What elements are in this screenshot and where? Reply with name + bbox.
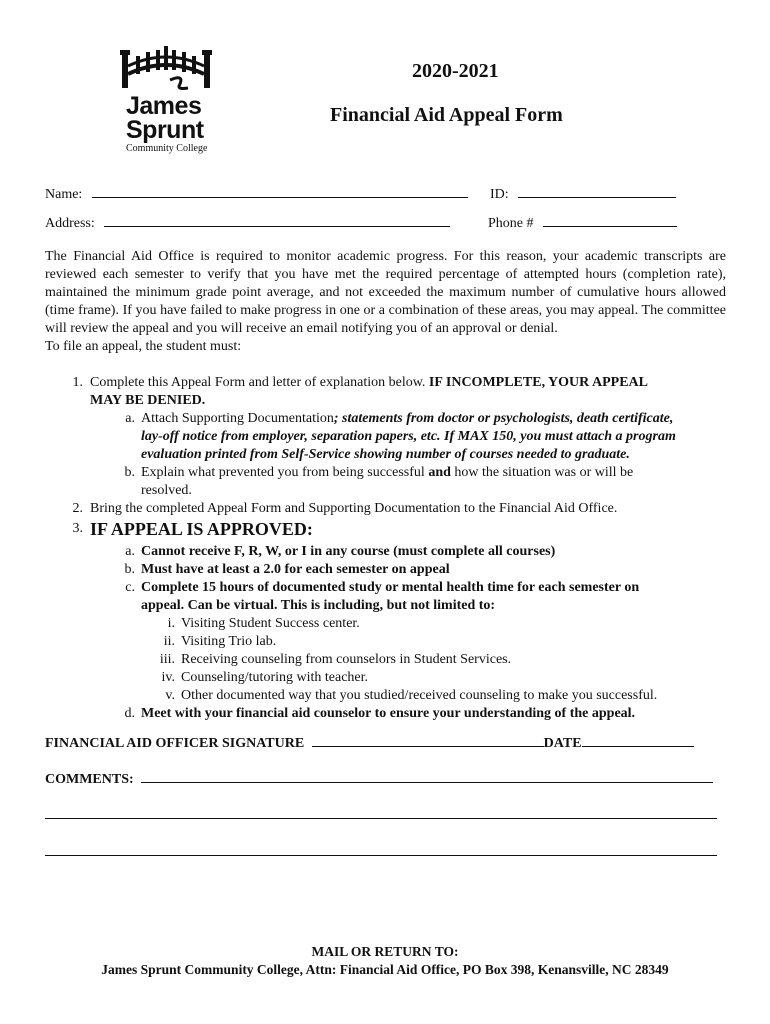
step-1a-text: Attach Supporting Documentation [141,411,334,426]
step-3c-iii-numeral: iii. [159,652,175,667]
step-1b-text-3: resolved. [141,483,192,498]
phone-input-line[interactable] [543,213,677,227]
officer-signature-label: FINANCIAL AID OFFICER SIGNATURE [45,736,305,751]
form-title: Financial Aid Appeal Form [330,104,563,126]
step-2-text: Bring the completed Appeal Form and Supporting Documentation to the Financial Aid Office. [90,501,618,516]
step-3c-v [45,687,745,705]
step-1a-detail-3: evaluation printed from Self-Service showing number of courses needed to graduate. [141,447,630,462]
appeal-steps-list [45,374,745,723]
step-2-number: 2. [72,501,83,516]
step-1-number: 1. [72,375,83,390]
step-3c-v-text: Other documented way that you studied/received counseling to make you successful. [181,688,658,703]
intro-text: The Financial Aid Office is required to monitor academic progress. For this reason, your academic transcripts are reviewed each semester to verify that you have met the required percentage of attempted hours (completion rate), maintained the minimum grade point average, and not exceeded the maximum number of cumulative hours allowed (time frame). If you have failed to make progress in one or a combination of these areas, you may appeal. The committee will review the appeal and you will receive an email notifying you of an approval or denial. [45,249,726,336]
college-logo [118,44,218,156]
step-1a [45,410,745,464]
step-1 [45,374,745,410]
step-3b-text: Must have at least a 2.0 for each semester on appeal [141,562,450,577]
step-3b-letter: b. [124,562,135,577]
comments-line-1[interactable] [141,769,713,783]
step-1b [45,464,745,500]
step-3c-text-1: Complete 15 hours of documented study or mental health time for each semester on [141,580,640,595]
step-3c-iv [45,669,745,687]
name-input-line[interactable] [92,184,468,198]
step-1b-and: and [428,465,451,480]
step-1b-text-2: how the situation was or will be [454,465,634,480]
officer-signature-row [45,733,694,752]
date-label: DATE [543,736,582,751]
step-2 [45,500,745,518]
step-3a [45,543,745,561]
step-3 [45,518,745,543]
officer-signature-line[interactable] [312,733,544,747]
phone-label: Phone # [488,216,534,231]
comments-row [45,769,713,788]
step-1b-text-1: Explain what prevented you from being successful [141,465,425,480]
address-label: Address: [45,216,95,231]
step-3-number: 3. [72,521,83,536]
logo-line-james: James [126,92,202,120]
intro-last-line: To file an appeal, the student must: [45,339,242,354]
comments-label: COMMENTS: [45,772,134,787]
comments-line-2[interactable] [45,818,717,819]
step-1-warning-a: IF INCOMPLETE, YOUR APPEAL [428,375,648,390]
intro-paragraph [45,248,726,356]
step-3c-iii [45,651,745,669]
date-line[interactable] [582,733,694,747]
step-3d-letter: d. [124,706,135,721]
step-3c-i-text: Visiting Student Success center. [181,616,360,631]
mail-heading: MAIL OR RETURN TO: [311,944,459,959]
id-label: ID: [490,187,509,202]
step-3c-iv-text: Counseling/tutoring with teacher. [181,670,369,685]
address-input-line[interactable] [104,213,450,227]
step-1a-letter: a. [125,411,135,426]
step-3a-letter: a. [125,544,135,559]
step-3-heading: IF APPEAL IS APPROVED: [90,519,313,539]
step-3c [45,579,745,615]
step-3c-ii-numeral: ii. [163,634,175,649]
id-field [490,184,676,203]
form-year: 2020-2021 [412,60,499,82]
bridge-logo-icon [118,44,214,94]
name-field [45,184,468,203]
logo-line-community-college: Community College [126,143,208,154]
step-3d [45,705,745,723]
address-field [45,213,450,232]
id-input-line[interactable] [518,184,676,198]
step-1b-letter: b. [124,465,135,480]
step-1a-detail-2: lay-off notice from employer, separation papers, etc. If MAX 150, you must attach a program [141,429,676,444]
step-3c-ii [45,633,745,651]
step-3c-ii-text: Visiting Trio lab. [181,634,277,649]
step-3a-text: Cannot receive F, R, W, or I in any course (must complete all courses) [141,544,556,559]
step-3d-text: Meet with your financial aid counselor to ensure your understanding of the appeal. [141,706,636,721]
step-3c-iii-text: Receiving counseling from counselors in Student Services. [181,652,512,667]
step-3c-v-numeral: v. [165,688,175,703]
comments-line-3[interactable] [45,855,717,856]
phone-field [488,213,677,232]
step-3c-letter: c. [125,580,135,595]
logo-line-sprunt: Sprunt [126,116,204,144]
step-1a-detail-1: ; statements from doctor or psychologists, death certificate, [333,411,674,426]
step-3c-i-numeral: i. [167,616,175,631]
step-3b [45,561,745,579]
mail-address: James Sprunt Community College, Attn: Financial Aid Office, PO Box 398, Kenansville, NC 28349 [101,962,669,977]
step-3c-i [45,615,745,633]
step-3c-text-2: appeal. Can be virtual. This is including, but not limited to: [141,598,496,613]
step-3c-iv-numeral: iv. [161,670,175,685]
name-label: Name: [45,187,83,202]
step-1-text: Complete this Appeal Form and letter of explanation below. [90,375,426,390]
step-1-warning-b: MAY BE DENIED. [90,393,206,408]
